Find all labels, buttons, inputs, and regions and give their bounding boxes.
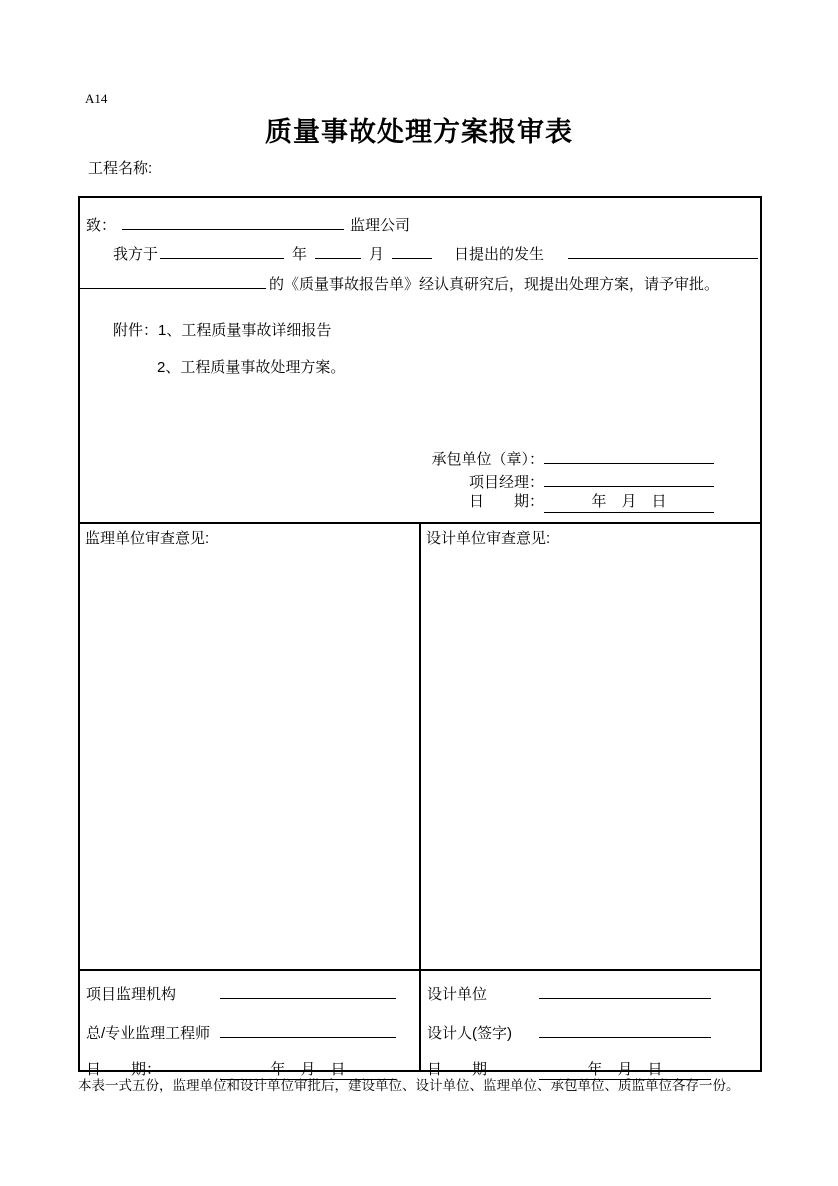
manager-sign-row <box>402 471 714 493</box>
supervision-date-label: 日 期： <box>86 1060 162 1078</box>
attachment-line-1: 附件：1、工程质量事故详细报告 <box>113 322 332 339</box>
application-section <box>80 198 760 522</box>
date-blank[interactable]: 年 月 日 <box>544 493 714 513</box>
designer-review-title: 设计单位审查意见: <box>426 530 551 547</box>
contractor-label: 承包单位（章）： <box>431 451 544 468</box>
chief-engineer-label: 总/专业监理工程师 <box>86 1024 211 1042</box>
accident-name-blank[interactable] <box>80 273 266 289</box>
manager-label: 项目经理： <box>468 474 544 491</box>
chief-engineer-blank[interactable] <box>220 1022 396 1038</box>
supervision-org-row <box>86 983 411 1005</box>
form-code: A14 <box>85 91 108 106</box>
to-label: 致： <box>86 217 117 234</box>
bottom-sign-section <box>80 971 760 1078</box>
design-unit-label: 设计单位 <box>427 986 488 1003</box>
supervisor-review-cell <box>80 524 421 969</box>
project-name-label: 工程名称: <box>88 160 153 177</box>
year-value-blank[interactable] <box>160 243 284 259</box>
design-date-blank[interactable]: 年 月 日 <box>539 1061 711 1081</box>
accident-description-blank[interactable] <box>568 243 758 259</box>
attachment-line-2: 2、工程质量事故处理方案。 <box>157 359 346 376</box>
footer-note: 本表一式五份，监理单位和设计单位审批后，建设单位、设计单位、监理单位、承包单位、质监单位各存一份。 <box>78 1078 740 1093</box>
supervision-org-blank[interactable] <box>220 983 396 999</box>
month-label: 月 <box>369 246 385 263</box>
day-value-blank[interactable] <box>392 243 432 259</box>
month-value-blank[interactable] <box>315 243 361 259</box>
designer-signature-label: 设计人(签字) <box>427 1024 512 1042</box>
designer-review-cell <box>421 524 760 969</box>
page-title: 质量事故处理方案报审表 <box>265 117 573 147</box>
supervision-org-label: 项目监理机构 <box>86 986 177 1003</box>
designer-opinion-area[interactable] <box>425 554 756 965</box>
supervisor-opinion-area[interactable] <box>84 554 415 965</box>
year-label: 年 <box>292 246 308 263</box>
to-row <box>86 214 410 236</box>
supervision-sign-cell <box>80 971 421 1078</box>
report-clause-text: 的《质量事故报告单》经认真研究后，现提出处理方案，请予审批。 <box>269 276 720 293</box>
contractor-sign-row <box>402 448 714 470</box>
design-unit-row <box>427 983 752 1005</box>
supervisor-review-title: 监理单位审查意见: <box>85 530 210 547</box>
supervision-date-blank[interactable]: 年 月 日 <box>220 1061 396 1081</box>
date-sign-row <box>402 493 714 513</box>
review-section <box>80 522 760 971</box>
designer-signature-row <box>427 1022 752 1044</box>
company-suffix-label: 监理公司 <box>350 217 411 234</box>
submission-date-row <box>113 243 758 265</box>
designer-signature-blank[interactable] <box>539 1022 711 1038</box>
report-clause-row <box>80 273 719 295</box>
supervision-company-blank[interactable] <box>122 214 344 230</box>
contractor-seal-blank[interactable] <box>544 448 714 464</box>
chief-engineer-row <box>86 1022 411 1044</box>
manager-signature-blank[interactable] <box>544 471 714 487</box>
we-prefix-label: 我方于 <box>113 246 159 263</box>
design-unit-blank[interactable] <box>539 983 711 999</box>
date-label: 日 期： <box>468 493 544 510</box>
form-table <box>78 196 762 1078</box>
design-date-label: 日 期 <box>427 1060 488 1078</box>
day-suffix-label: 日提出的发生 <box>454 246 545 263</box>
design-sign-cell <box>421 971 760 1078</box>
